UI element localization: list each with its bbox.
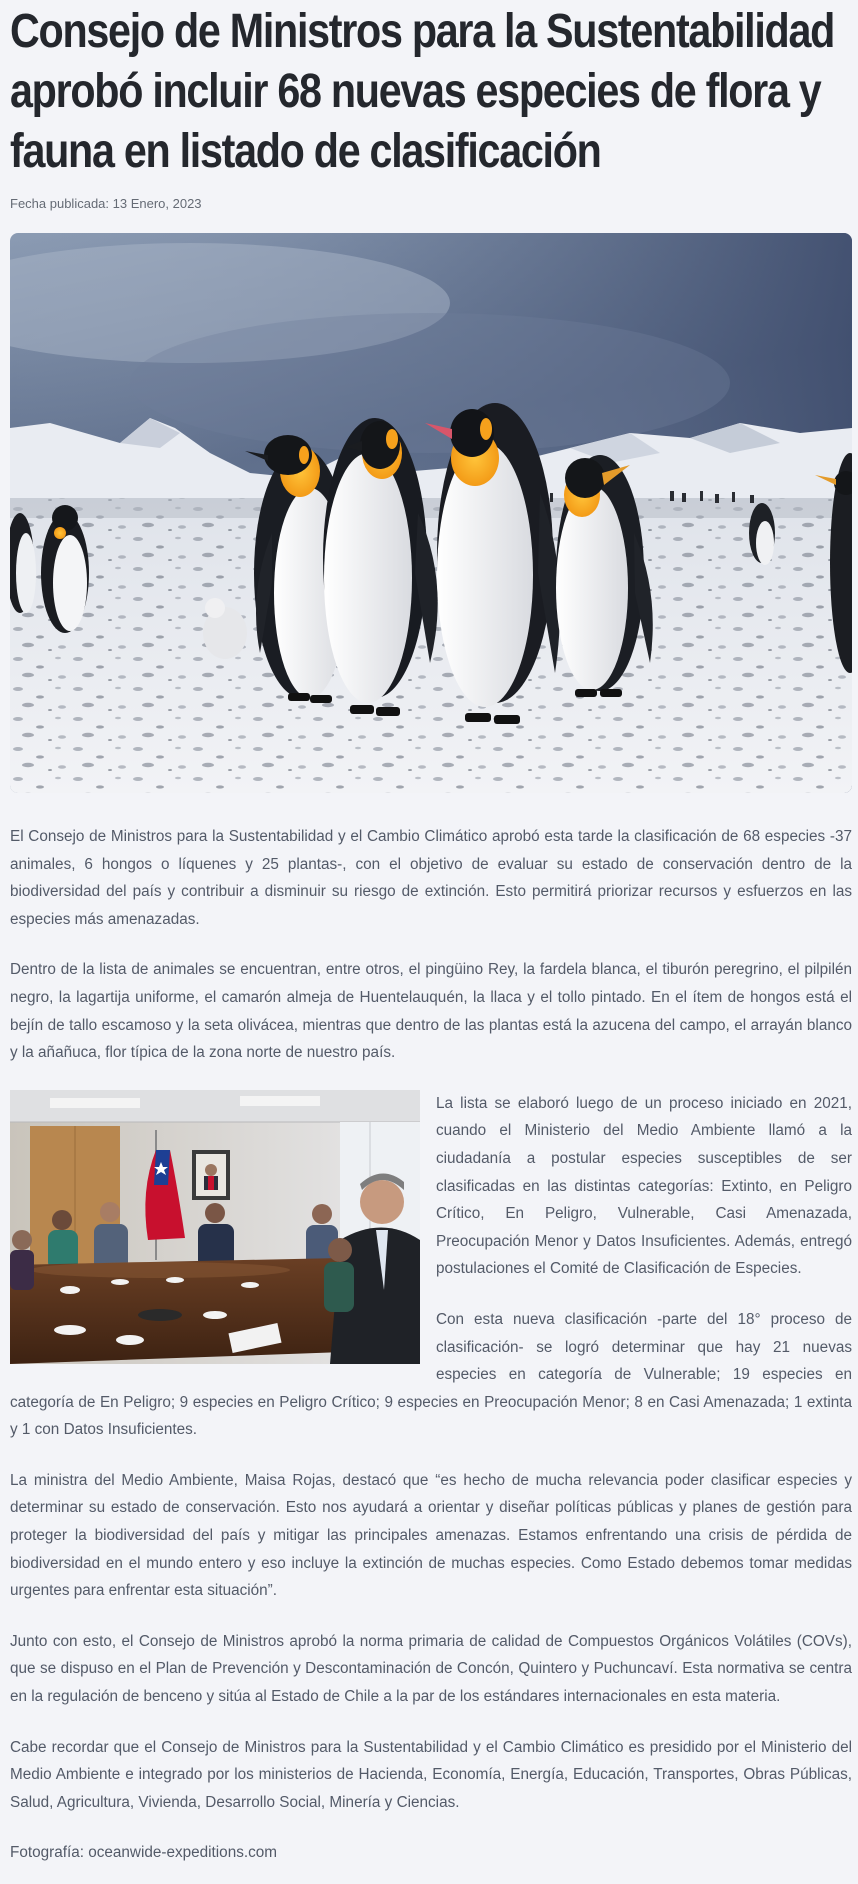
inline-image-council-meeting — [10, 1090, 420, 1364]
article-paragraph: La lista se elaboró luego de un proceso iniciado en 2021, cuando el Ministerio del Medio Ambiente llamó a la ciudadanía a postular especies susceptibles de ser clasificadas en las distintas categorías: Extinto, en Peligro Crítico, En Peligro, Vulnerable, Casi Amenazada, Preocupación Menor y Datos Insuficientes. Además, entregó postulaciones el Comité de Clasificación de Especies. — [436, 1094, 852, 1278]
article-paragraph: Junto con esto, el Consejo de Ministros aprobó la norma primaria de calidad de Compuestos Orgánicos Volátiles (COVs), que se dispuso en el Plan de Prevención y Descontaminación de Concón, Quintero y Puchuncaví. Esta normativa se centra en la regulación de benceno y sitúa al Estado de Chile a la par de los estándares internacionales en esta materia. — [10, 1632, 852, 1706]
article-paragraph: Con esta nueva clasificación -parte del 18° proceso de clasificación- se logró determinar que hay 21 nuevas especies en categoría de Vulnerable; 19 especies en categoría de En Peligro; 9 especies en Peligro Crítico; 9 especies en Preocupación Menor; 8 en Casi Amenazada; 1 extinta y 1 con Datos Insuficientes. — [10, 1310, 852, 1439]
article — [10, 0, 852, 1867]
article-paragraph: Cabe recordar que el Consejo de Ministros para la Sustentabilidad y el Cambio Climático es presidido por el Ministerio del Medio Ambiente e integrado por los ministerios de Hacienda, Economía, Energía, Educación, Transportes, Obras Públicas, Salud, Agricultura, Vivienda, Desarrollo Social, Minería y Ciencias. — [10, 1738, 852, 1811]
photo-credit: Fotografía: oceanwide-expeditions.com — [10, 1844, 277, 1862]
article-paragraph: La ministra del Medio Ambiente, Maisa Rojas, destacó que “es hecho de mucha relevancia poder clasificar especies y determinar su estado de conservación. Esto nos ayudará a orientar y diseñar políticas públicas y planes de gestión para proteger la biodiversidad del país y mitigar las principales amenazas. Estamos enfrentando una crisis de pérdida de biodiversidad en el mundo entero y eso incluye la extinción de muchas especies. Como Estado debemos tomar medidas urgentes para enfrentar esta situación”. — [10, 1471, 852, 1600]
publish-date: Fecha publicada: 13 Enero, 2023 — [10, 196, 202, 211]
article-paragraph: Dentro de la lista de animales se encuentran, entre otros, el pingüino Rey, la fardela blanca, el tiburón peregrino, el pilpilén negro, la lagartija uniforme, el camarón almeja de Huentelauquén, la llaca y el tollo pintado. En el ítem de hongos está el bejín de tallo escamoso y la seta olivácea, mientras que dentro de las plantas está la azucena del campo, el arrayán blanco y la añañuca, flor típica de la zona norte de nuestro país. — [10, 961, 852, 1062]
article-title: Consejo de Ministros para la Sustentabilidad aprobó incluir 68 nuevas especies de flora y fauna en listado de clasificación — [10, 5, 835, 178]
article-paragraph: El Consejo de Ministros para la Sustentabilidad y el Cambio Climático aprobó esta tarde la clasificación de 68 especies -37 animales, 6 hongos o líquenes y 25 plantas-, con el objetivo de evaluar su estado de conservación dentro de la biodiversidad del país y contribuir a disminuir su riesgo de extinción. Esto permitirá priorizar recursos y esfuerzos en las especies más amenazadas. — [10, 828, 852, 928]
hero-image-king-penguins — [10, 233, 852, 793]
